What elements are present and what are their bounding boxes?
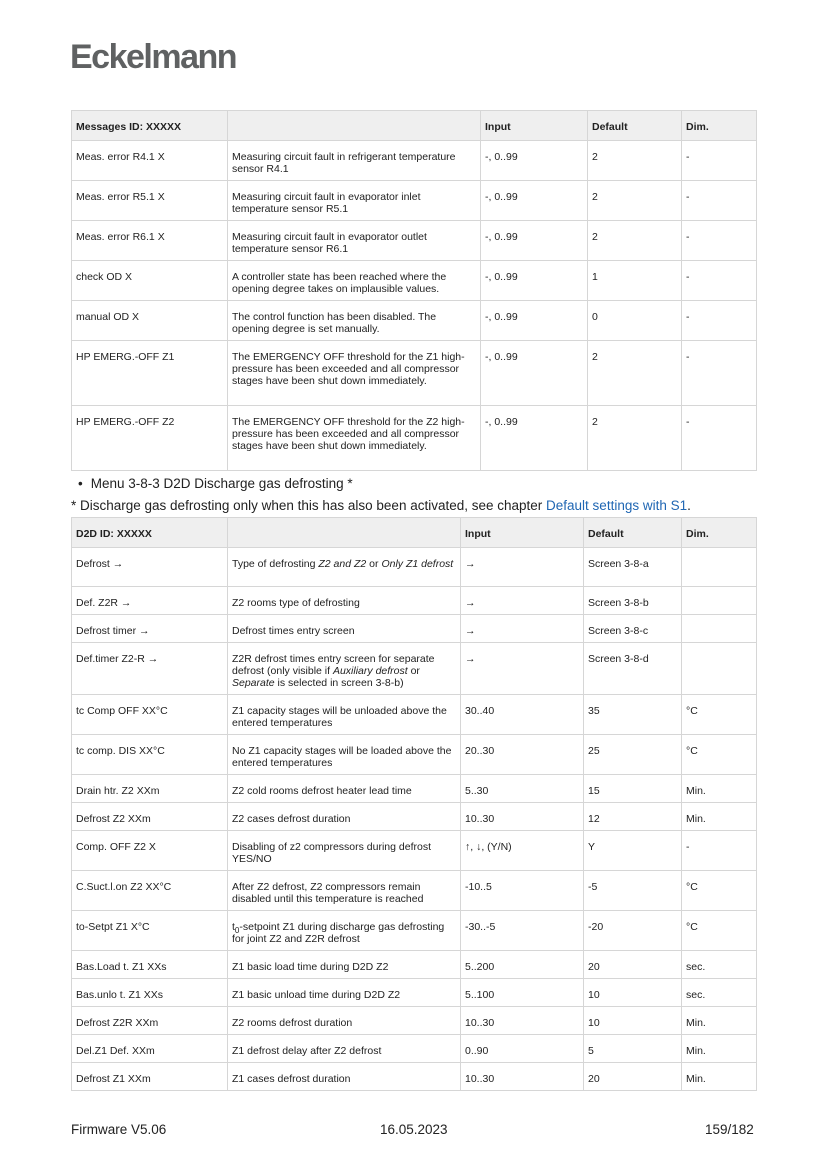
- footnote-end: .: [687, 498, 691, 513]
- param-default: Screen 3-8-a: [584, 548, 682, 587]
- table-row: [72, 831, 757, 871]
- param-default: -20: [584, 911, 682, 951]
- eckelmann-logo: Eckelmann: [70, 38, 237, 76]
- param-input: 5..100: [461, 979, 584, 1007]
- param-default: Screen 3-8-c: [584, 615, 682, 643]
- param-input: 5..30: [461, 775, 584, 803]
- header-cell: Messages ID: XXXXX: [72, 111, 228, 141]
- param-input: 5..200: [461, 951, 584, 979]
- param-input: 30..40: [461, 695, 584, 735]
- param-description: No Z1 capacity stages will be loaded above the entered temperatures: [228, 735, 461, 775]
- param-name: check OD X: [72, 261, 228, 301]
- table-row: [72, 141, 757, 181]
- desc-italic: Separate: [232, 677, 275, 689]
- param-name: Meas. error R6.1 X: [72, 221, 228, 261]
- param-description: Z1 basic unload time during D2D Z2: [228, 979, 461, 1007]
- param-default: 12: [584, 803, 682, 831]
- param-description: Z2 rooms defrost duration: [228, 1007, 461, 1035]
- param-dim: Min.: [682, 1035, 757, 1063]
- param-default: 2: [588, 406, 682, 471]
- param-input: -, 0..99: [481, 341, 588, 406]
- param-name: tc comp. DIS XX°C: [72, 735, 228, 775]
- param-dim: Min.: [682, 803, 757, 831]
- param-default: Screen 3-8-b: [584, 587, 682, 615]
- param-dim: sec.: [682, 951, 757, 979]
- param-dim: -: [682, 301, 757, 341]
- desc-part: is selected in screen 3-8-b): [274, 677, 404, 689]
- table-row: [72, 548, 757, 587]
- desc-part: or: [366, 558, 382, 570]
- param-description: Measuring circuit fault in evaporator outlet temperature sensor R6.1: [228, 221, 481, 261]
- param-dim: °C: [682, 911, 757, 951]
- table-row: [72, 181, 757, 221]
- param-default: -5: [584, 871, 682, 911]
- table-row: [72, 871, 757, 911]
- param-input: -10..5: [461, 871, 584, 911]
- header-cell: Input: [461, 518, 584, 548]
- footer-page-number: 159/182: [705, 1122, 754, 1137]
- desc-italic: Z2 and Z2: [318, 558, 367, 570]
- param-input: -, 0..99: [481, 141, 588, 181]
- desc-part: -setpoint Z1 during discharge gas defrosting for joint Z2 and Z2R defrost: [232, 921, 445, 945]
- param-default: 2: [588, 141, 682, 181]
- d2d-table: [71, 517, 757, 1091]
- header-cell: [228, 111, 481, 141]
- param-description: Measuring circuit fault in evaporator inlet temperature sensor R5.1: [228, 181, 481, 221]
- param-input: 20..30: [461, 735, 584, 775]
- param-input: -, 0..99: [481, 406, 588, 471]
- param-dim: -: [682, 341, 757, 406]
- table-row: [72, 261, 757, 301]
- param-name: Defrost Z2R XXm: [72, 1007, 228, 1035]
- table-row: [72, 1063, 757, 1091]
- param-default: 25: [584, 735, 682, 775]
- table-row: [72, 775, 757, 803]
- param-description: Z2 cases defrost duration: [228, 803, 461, 831]
- header-cell: Dim.: [682, 111, 757, 141]
- param-default: 5: [584, 1035, 682, 1063]
- param-description: Z1 basic load time during D2D Z2: [228, 951, 461, 979]
- param-default: 2: [588, 181, 682, 221]
- param-dim: -: [682, 221, 757, 261]
- param-name: tc Comp OFF XX°C: [72, 695, 228, 735]
- param-name: Comp. OFF Z2 X: [72, 831, 228, 871]
- param-description: The EMERGENCY OFF threshold for the Z1 high-pressure has been exceeded and all compressor stages have been shut down immediately.: [228, 341, 481, 406]
- table-row: [72, 695, 757, 735]
- menu-bullet: [78, 476, 353, 491]
- param-dim: sec.: [682, 979, 757, 1007]
- param-description: [228, 643, 461, 695]
- header-cell: Input: [481, 111, 588, 141]
- table-row: [72, 406, 757, 471]
- param-default: 10: [584, 1007, 682, 1035]
- param-input: -, 0..99: [481, 261, 588, 301]
- table-row: [72, 341, 757, 406]
- param-dim: -: [682, 406, 757, 471]
- table-row: [72, 615, 757, 643]
- param-dim: °C: [682, 871, 757, 911]
- table-row: [72, 735, 757, 775]
- param-name: Meas. error R5.1 X: [72, 181, 228, 221]
- param-description: After Z2 defrost, Z2 compressors remain disabled until this temperature is reached: [228, 871, 461, 911]
- param-default: 2: [588, 341, 682, 406]
- param-default: 35: [584, 695, 682, 735]
- header-cell: [228, 518, 461, 548]
- param-dim: Min.: [682, 1007, 757, 1035]
- table-row: [72, 951, 757, 979]
- param-name: HP EMERG.-OFF Z2: [72, 406, 228, 471]
- param-dim: [682, 548, 757, 587]
- table-row: [72, 301, 757, 341]
- header-cell: Default: [588, 111, 682, 141]
- desc-italic: Auxiliary defrost: [332, 665, 408, 677]
- desc-part: t: [232, 921, 235, 933]
- table-row: [72, 221, 757, 261]
- param-input: -, 0..99: [481, 181, 588, 221]
- param-dim: Min.: [682, 1063, 757, 1091]
- table-header-row: [72, 518, 757, 548]
- table-row: [72, 1035, 757, 1063]
- desc-part: Z2R defrost times entry screen for separate defrost (only visible if: [232, 653, 435, 677]
- param-dim: -: [682, 181, 757, 221]
- param-input: -30..-5: [461, 911, 584, 951]
- footer-date: 16.05.2023: [380, 1122, 448, 1137]
- param-name: Meas. error R4.1 X: [72, 141, 228, 181]
- param-default: Y: [584, 831, 682, 871]
- param-default: 10: [584, 979, 682, 1007]
- footnote-text: * Discharge gas defrosting only when this has also been activated, see chapter: [71, 498, 547, 513]
- default-settings-link[interactable]: Default settings with S1: [546, 498, 688, 513]
- param-name: Bas.unlo t. Z1 XXs: [72, 979, 228, 1007]
- param-default: 20: [584, 951, 682, 979]
- bullet-dot: •: [78, 476, 83, 491]
- table-row: [72, 643, 757, 695]
- param-dim: [682, 615, 757, 643]
- param-input: →: [461, 548, 584, 587]
- param-dim: [682, 587, 757, 615]
- param-dim: -: [682, 831, 757, 871]
- desc-part: or: [407, 665, 420, 677]
- param-name: Def. Z2R →: [72, 587, 228, 615]
- param-input: -, 0..99: [481, 301, 588, 341]
- param-input: →: [461, 643, 584, 695]
- param-dim: -: [682, 261, 757, 301]
- param-default: Screen 3-8-d: [584, 643, 682, 695]
- param-input: 0..90: [461, 1035, 584, 1063]
- param-description: Z1 defrost delay after Z2 defrost: [228, 1035, 461, 1063]
- param-dim: Min.: [682, 775, 757, 803]
- param-input: →: [461, 615, 584, 643]
- param-input: ↑, ↓, (Y/N): [461, 831, 584, 871]
- param-name: Drain htr. Z2 XXm: [72, 775, 228, 803]
- messages-table: [71, 110, 757, 471]
- param-name: Bas.Load t. Z1 XXs: [72, 951, 228, 979]
- param-default: 15: [584, 775, 682, 803]
- param-name: C.Suct.l.on Z2 XX°C: [72, 871, 228, 911]
- param-description: The EMERGENCY OFF threshold for the Z2 high-pressure has been exceeded and all compressor stages have been shut down immediately.: [228, 406, 481, 471]
- param-input: 10..30: [461, 1063, 584, 1091]
- table-row: [72, 1007, 757, 1035]
- menu-bullet-text: Menu 3-8-3 D2D Discharge gas defrosting *: [90, 476, 353, 491]
- desc-part: Type of defrosting: [232, 558, 319, 570]
- footer-firmware: Firmware V5.06: [71, 1122, 167, 1137]
- param-input: -, 0..99: [481, 221, 588, 261]
- header-cell: D2D ID: XXXXX: [72, 518, 228, 548]
- param-default: 20: [584, 1063, 682, 1091]
- param-input: 10..30: [461, 1007, 584, 1035]
- param-default: 1: [588, 261, 682, 301]
- param-dim: °C: [682, 735, 757, 775]
- param-name: Def.timer Z2-R →: [72, 643, 228, 695]
- header-cell: Dim.: [682, 518, 757, 548]
- param-name: Defrost Z1 XXm: [72, 1063, 228, 1091]
- param-description: Defrost times entry screen: [228, 615, 461, 643]
- header-cell: Default: [584, 518, 682, 548]
- param-default: 2: [588, 221, 682, 261]
- param-description: Z1 cases defrost duration: [228, 1063, 461, 1091]
- param-description: Disabling of z2 compressors during defrost YES/NO: [228, 831, 461, 871]
- param-name: HP EMERG.-OFF Z1: [72, 341, 228, 406]
- desc-subscript: 0: [234, 926, 240, 936]
- param-description: [228, 548, 461, 587]
- table-row: [72, 587, 757, 615]
- param-description: Z2 rooms type of defrosting: [228, 587, 461, 615]
- param-name: Defrost →: [72, 548, 228, 587]
- param-description: [228, 911, 461, 951]
- param-description: Z1 capacity stages will be unloaded above the entered temperatures: [228, 695, 461, 735]
- param-dim: [682, 643, 757, 695]
- table-row: [72, 911, 757, 951]
- param-input: 10..30: [461, 803, 584, 831]
- desc-italic: Only Z1 defrost: [381, 558, 454, 570]
- param-description: A controller state has been reached where the opening degree takes on implausible values.: [228, 261, 481, 301]
- param-input: →: [461, 587, 584, 615]
- param-description: Measuring circuit fault in refrigerant temperature sensor R4.1: [228, 141, 481, 181]
- param-name: Defrost timer →: [72, 615, 228, 643]
- param-dim: -: [682, 141, 757, 181]
- table-row: [72, 803, 757, 831]
- table-header-row: [72, 111, 757, 141]
- param-name: Del.Z1 Def. XXm: [72, 1035, 228, 1063]
- param-name: manual OD X: [72, 301, 228, 341]
- footnote: [71, 498, 691, 513]
- param-default: 0: [588, 301, 682, 341]
- param-name: Defrost Z2 XXm: [72, 803, 228, 831]
- param-dim: °C: [682, 695, 757, 735]
- param-description: Z2 cold rooms defrost heater lead time: [228, 775, 461, 803]
- param-description: The control function has been disabled. The opening degree is set manually.: [228, 301, 481, 341]
- param-name: to-Setpt Z1 X°C: [72, 911, 228, 951]
- table-row: [72, 979, 757, 1007]
